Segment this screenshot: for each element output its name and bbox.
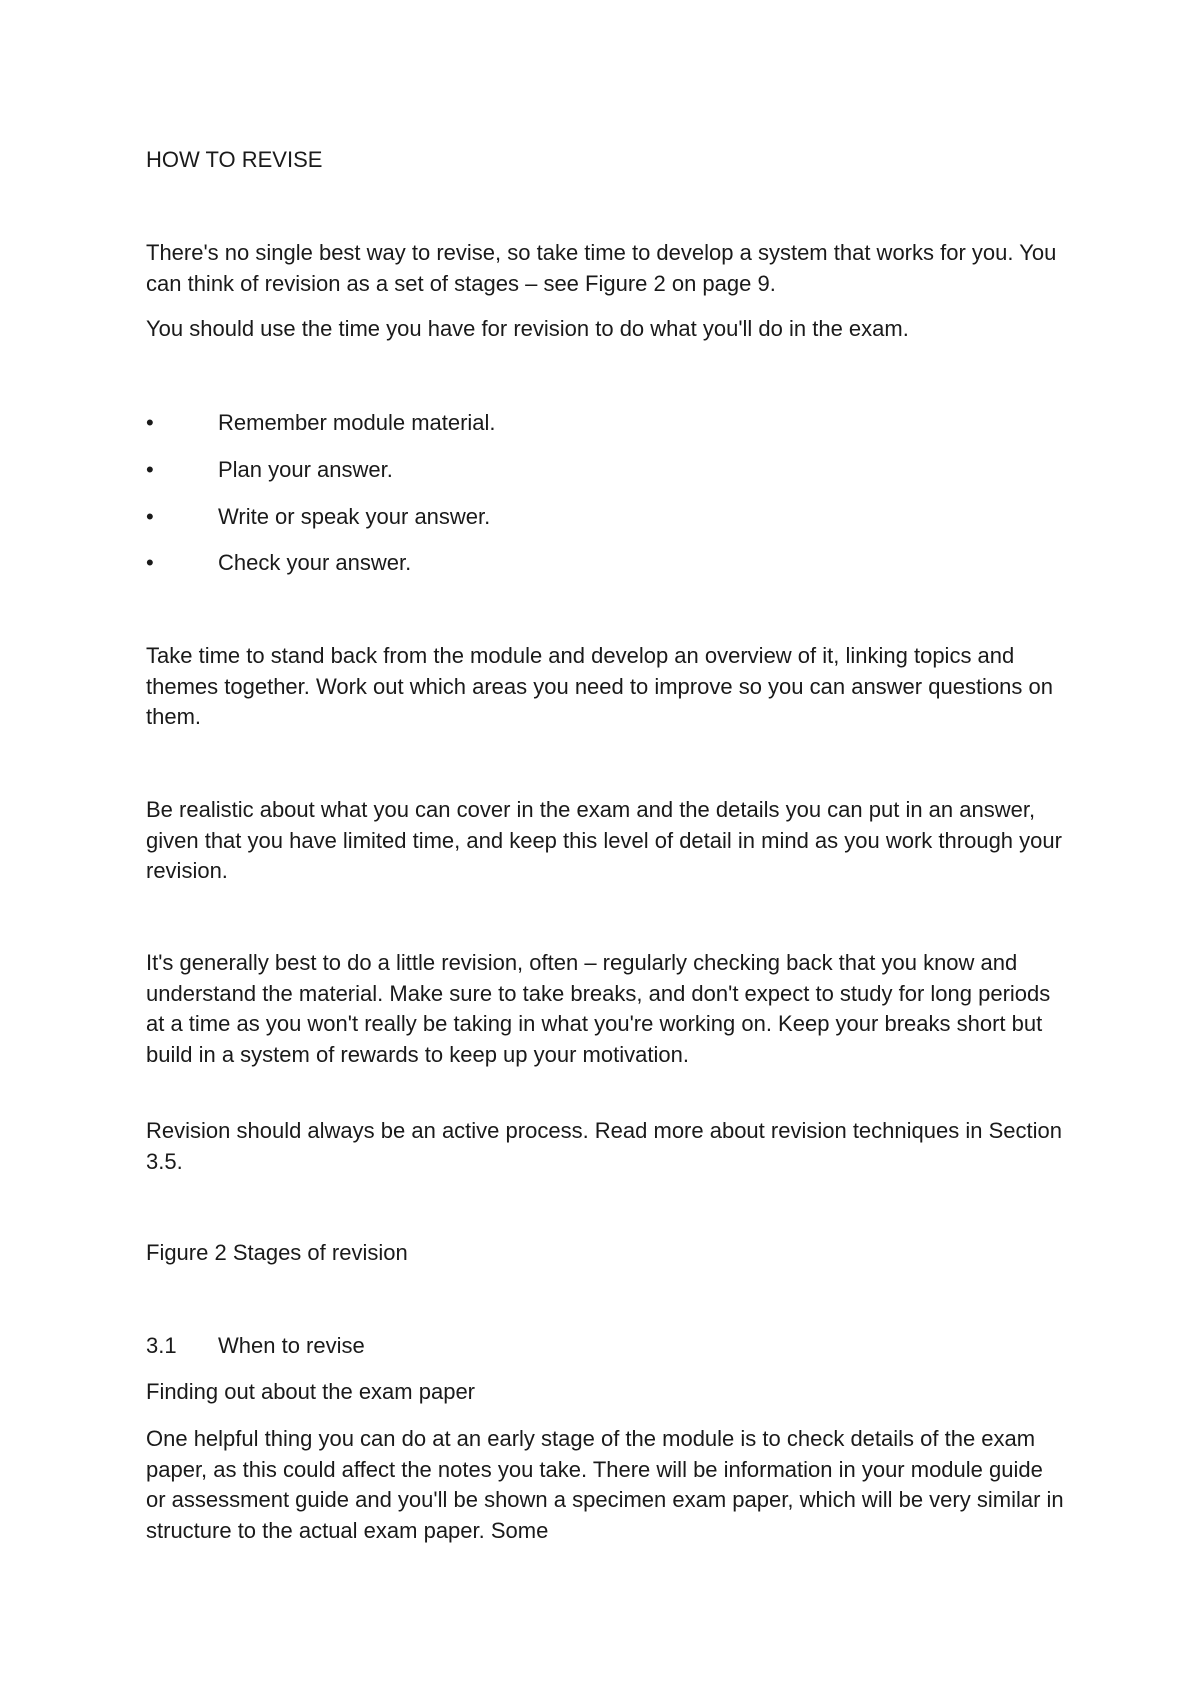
list-item <box>146 455 393 485</box>
document-title: HOW TO REVISE <box>146 147 323 172</box>
body-paragraph: Revision should always be an active process. Read more about revision techniques in Section 3.5. <box>146 1118 1062 1174</box>
body-paragraph: One helpful thing you can do at an early stage of the module is to check details of the exam paper, as this could affect the notes you take. There will be information in your module guide or assessment guide and you'll be shown a specimen exam paper, which will be very similar in structure to the actual exam paper. Some <box>146 1426 1064 1543</box>
body-paragraph: Be realistic about what you can cover in the exam and the details you can put in an answer, given that you have limited time, and keep this level of detail in mind as you work through your revision. <box>146 797 1062 883</box>
list-item <box>146 548 411 578</box>
intro-paragraph: You should use the time you have for revision to do what you'll do in the exam. <box>146 316 909 341</box>
list-item-text: Check your answer. <box>218 550 412 575</box>
figure-caption: Figure 2 Stages of revision <box>146 1240 408 1265</box>
list-item <box>146 408 496 438</box>
subheading: Finding out about the exam paper <box>146 1379 476 1404</box>
list-item-text: Write or speak your answer. <box>218 504 491 529</box>
body-paragraph: It's generally best to do a little revision, often – regularly checking back that you know and understand the material. Make sure to take breaks, and don't expect to study for long periods at a time as you won't really be taking in what you're working on. Keep your breaks short but build in a system of rewards to keep up your motivation. <box>146 950 1051 1067</box>
list-item-text: Remember module material. <box>218 410 496 435</box>
bullet-icon: • <box>146 410 154 435</box>
list-item <box>146 502 490 532</box>
bullet-icon: • <box>146 504 154 529</box>
body-paragraph: Take time to stand back from the module and develop an overview of it, linking topics and themes together. Work out which areas you need to improve so you can answer questions on them. <box>146 643 1053 729</box>
section-title: When to revise <box>218 1333 365 1358</box>
intro-paragraph: There's no single best way to revise, so take time to develop a system that works for you. You can think of revision as a set of stages – see Figure 2 on page 9. <box>146 240 1057 296</box>
bullet-icon: • <box>146 457 154 482</box>
bullet-icon: • <box>146 550 154 575</box>
section-heading <box>146 1331 365 1361</box>
section-number: 3.1 <box>146 1333 177 1358</box>
list-item-text: Plan your answer. <box>218 457 393 482</box>
